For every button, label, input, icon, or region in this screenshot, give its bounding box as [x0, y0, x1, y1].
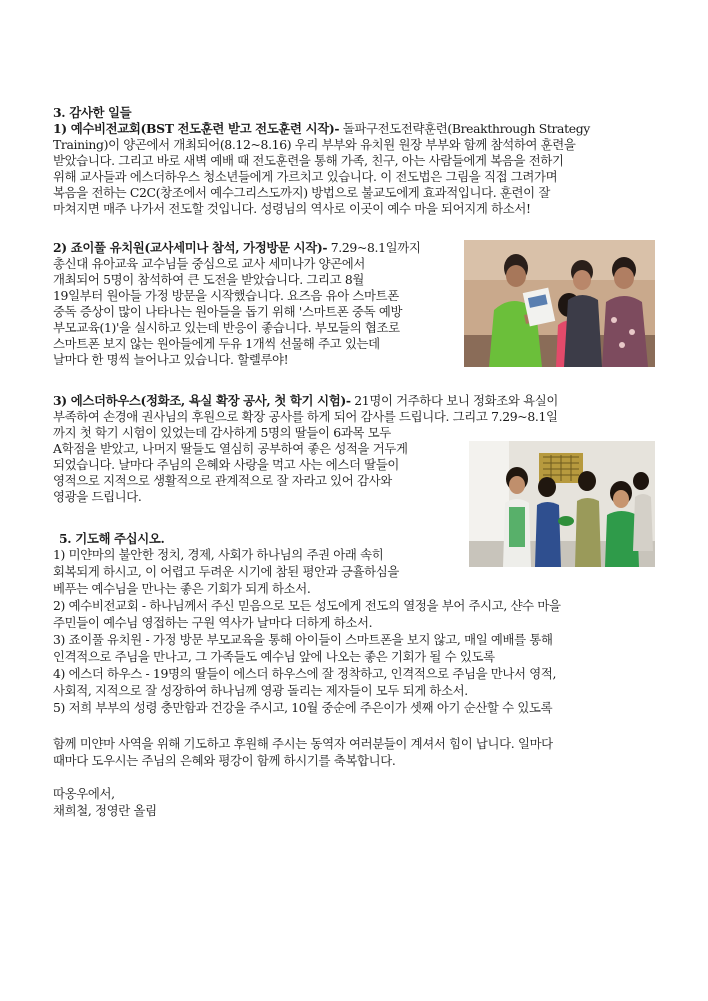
prayer-line: 1) 미얀마의 불안한 정치, 경제, 사회가 하나님의 주권 아래 속히 [53, 547, 384, 562]
item-3-line: 부족하여 손경애 권사님의 후원으로 확장 공사를 하게 되어 감사를 드립니다. 그리고 7.29~8.1일 [53, 409, 558, 424]
item-1-line: 1) 예수비전교회(BST 전도훈련 받고 전도훈련 시작)- 돌파구전도전략훈련(Breakthrough Strategy [53, 121, 590, 136]
prayer-line: 베푸는 예수님을 만나는 좋은 기회가 되게 하소서. [53, 581, 311, 596]
prayer-line: 사회적, 지적으로 잘 성장하여 하나님께 영광 돌리는 제자들이 모두 되게 하소서. [53, 683, 468, 698]
section-5-heading: 5. 기도해 주십시오. [59, 531, 165, 546]
item-2-line: 19일부터 원아들 가정 방문을 시작했습니다. 요즈음 유아 스마트폰 [53, 288, 399, 303]
item-3-line: 까지 첫 학기 시험이 있었는데 감사하게 5명의 딸들이 6과목 모두 [53, 425, 391, 440]
item-1-line: Training)이 양곤에서 개최되어(8.12~8.16) 우리 부부와 유치원 원장 부부와 함께 참석하여 훈련을 [53, 137, 576, 152]
item-3-line: 영적으로 지적으로 생활적으로 관계적으로 잘 자라고 있어 감사와 [53, 473, 392, 488]
esther-house-photo [469, 441, 655, 567]
prayer-line: 인격적으로 주님을 만나고, 그 가족들도 예수님 앞에 나오는 좋은 기회가 될 수 있도록 [53, 649, 495, 664]
item-2-line: 2) 죠이풀 유치원(교사세미나 참석, 가정방문 시작)- 7.29~8.1일까지 [53, 240, 421, 255]
prayer-line: 5) 저희 부부의 성령 충만함과 건강을 주시고, 10월 중순에 주은이가 셋째 아기 순산할 수 있도록 [53, 700, 553, 715]
kindergarten-teachers-photo [464, 240, 655, 367]
item-2-title: 2) 죠이풀 유치원(교사세미나 참석, 가정방문 시작)- [53, 240, 328, 255]
item-1-title: 1) 예수비전교회(BST 전도훈련 받고 전도훈련 시작)- [53, 121, 340, 136]
prayer-line: 주민들이 예수님 영접하는 구원 역사가 날마다 더하게 하소서. [53, 615, 373, 630]
item-2-line: 부모교육(1)'을 실시하고 있는데 반응이 좋습니다. 부모들의 협조로 [53, 320, 400, 335]
item-1-line: 받았습니다. 그리고 바로 새벽 예배 때 전도훈련을 통해 가족, 친구, 아는 사람들에게 복음을 전하기 [53, 153, 564, 168]
item-3-line: A학점을 받았고, 나머지 딸들도 열심히 공부하여 좋은 성적을 거두게 [53, 441, 408, 456]
prayer-line: 2) 예수비전교회 - 하나님께서 주신 믿음으로 모든 성도에게 전도의 열정을 부어 주시고, 샨수 마을 [53, 598, 561, 613]
item-3-title: 3) 에스더하우스(정화조, 욕실 확장 공사, 첫 학기 시험)- [53, 393, 351, 408]
item-2-line: 스마트폰 보지 않는 원아들에게 두유 1개씩 선물해 주고 있는데 [53, 336, 380, 351]
item-2-line: 총신대 유아교육 교수님들 중심으로 교사 세미나가 양곤에서 [53, 256, 366, 271]
item-1-line: 위해 교사들과 에스더하우스 청소년들에게 가르치고 있습니다. 이 전도법은 그림을 직접 그려가며 [53, 169, 558, 184]
prayer-line: 3) 죠이풀 유치원 - 가정 방문 부모교육을 통해 아이들이 스마트폰을 보지 않고, 매일 예배를 통해 [53, 632, 553, 647]
item-1-line: 복음을 전하는 C2C(창조에서 예수그리스도까지) 방법으로 불교도에게 효과적입니다. 훈련이 잘 [53, 185, 550, 200]
item-2-line: 날마다 한 명씩 늘어나고 있습니다. 할렐루야! [53, 352, 289, 367]
prayer-line: 4) 에스더 하우스 - 19명의 딸들이 에스더 하우스에 잘 정착하고, 인격적으로 주님을 만나서 영적, [53, 666, 557, 681]
item-3-line: 영광을 드립니다. [53, 489, 142, 504]
item-1-line: 마쳐지면 매주 나가서 전도할 것입니다. 성령님의 역사로 이곳이 예수 마을 되어지게 하소서! [53, 201, 531, 216]
item-2-line: 중독 증상이 많이 나타나는 원아들을 돕기 위해 '스마트폰 중독 예방 [53, 304, 403, 319]
item-3-line: 3) 에스더하우스(정화조, 욕실 확장 공사, 첫 학기 시험)- 21명이 거주하다 보니 정화조와 욕실이 [53, 393, 558, 408]
prayer-line: 회복되게 하시고, 이 어렵고 두려운 시기에 참된 평안과 긍휼하심을 [53, 564, 400, 579]
section-3-heading: 3. 감사한 일들 [53, 105, 132, 120]
item-2-line: 개최되어 5명이 참석하여 큰 도전을 받았습니다. 그리고 8월 [53, 272, 365, 287]
closing-line: 함께 미얀마 사역을 위해 기도하고 후원해 주시는 동역자 여러분들이 계셔서 힘이 납니다. 일마다 [53, 736, 553, 751]
signoff-place: 따옹우에서, [53, 786, 115, 801]
signoff-names: 채희철, 정영란 올림 [53, 803, 157, 818]
item-3-line: 되었습니다. 날마다 주님의 은혜와 사랑을 먹고 사는 에스더 딸들이 [53, 457, 400, 472]
closing-line: 때마다 도우시는 주님의 은혜와 평강이 함께 하시기를 축복합니다. [53, 753, 396, 768]
